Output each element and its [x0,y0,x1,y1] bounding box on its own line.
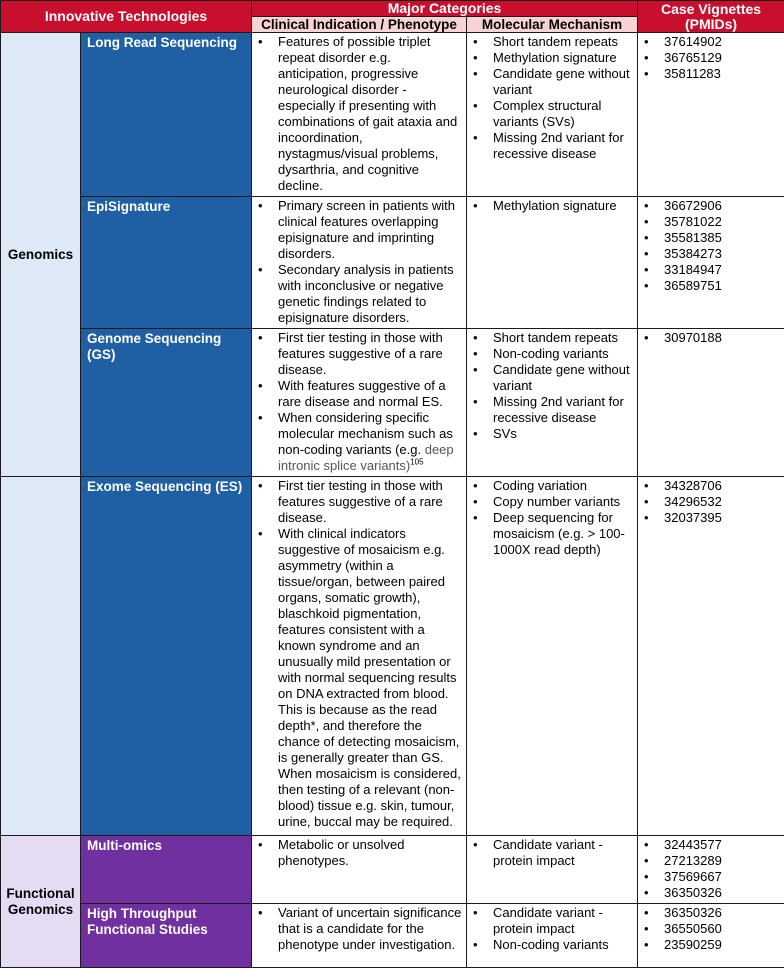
table-row [1,477,784,836]
mechanism-cell [467,904,638,968]
list-item: • Metabolic or unsolved phenotypes. [278,837,462,869]
pmid-item: • 30970188 [664,330,780,346]
deep-intronic-splice-text: deep intronic splice variants) [278,442,454,473]
tech-episignature: EpiSignature [81,197,252,329]
list-item: • Secondary analysis in patients with inconclusive or negative genetic findings related to episignature disorders. [278,262,462,326]
list-item: • Candidate gene without variant [493,362,633,394]
table-row [1,197,784,329]
list-item: • Missing 2nd variant for recessive disease [493,394,633,426]
list-item: • Non-coding variants [493,346,633,362]
list-item: • Short tandem repeats [493,330,633,346]
pmid-item: • 35384273 [664,246,780,262]
clinical-cell [252,904,467,968]
tech-long-read-sequencing: Long Read Sequencing [81,33,252,197]
pmid-cell [638,904,784,968]
footnote-ref: 105 [410,458,423,467]
list-item [278,410,462,474]
list-item: • Coding variation [493,478,633,494]
list-item: • With features suggestive of a rare disease and normal ES. [278,378,462,410]
subheader-molecular-mechanism: Molecular Mechanism [467,17,638,33]
mechanism-cell [467,33,638,197]
clinical-text: When considering specific molecular mechanism such as non-coding variants (e.g. [278,410,453,457]
clinical-cell [252,329,467,477]
pmid-item: • 34296532 [664,494,780,510]
clinical-cell [252,477,467,836]
pmid-cell [638,836,784,904]
mechanism-cell [467,836,638,904]
category-functional-genomics: Functional Genomics [1,836,81,968]
pmid-item: • 32443577 [664,837,780,853]
pmid-item: • 27213289 [664,853,780,869]
list-item: • SVs [493,426,633,442]
pmid-item: • 36350326 [664,885,780,901]
pmid-item: • 33184947 [664,262,780,278]
list-item: • Complex structural variants (SVs) [493,98,633,130]
list-item: • Methylation signature [493,198,633,214]
list-item: • With clinical indicators suggestive of mosaicism e.g. asymmetry (within a tissue/organ, between paired organs, somatic growth), blaschkoid pigmentation, features consistent with a known syndrome and an unusually mild presentation or with normal sequencing results on DNA extracted from blood. This is because as the read depth*, and therefore the chance of detecting mosaicism, is generally greater than GS. When mosaicism is considered, then testing of a relevant (non-blood) tissue e.g. skin, tumour, urine, buccal may be required. [278,526,462,830]
subheader-clinical-indication: Clinical Indication / Phenotype [252,17,467,33]
tech-exome-sequencing: Exome Sequencing (ES) [81,477,252,836]
tech-multi-omics: Multi-omics [81,836,252,904]
list-item: • Missing 2nd variant for recessive disease [493,130,633,162]
pmid-cell [638,329,784,477]
pmid-cell [638,197,784,329]
mechanism-cell [467,197,638,329]
tech-high-throughput-functional-studies: High Throughput Functional Studies [81,904,252,968]
list-item: • Deep sequencing for mosaicism (e.g. > 100-1000X read depth) [493,510,633,558]
clinical-cell [252,197,467,329]
list-item: • Candidate gene without variant [493,66,633,98]
list-item: • Candidate variant - protein impact [493,837,633,869]
list-item: • Non-coding variants [493,937,633,953]
tech-genome-sequencing: Genome Sequencing (GS) [81,329,252,477]
header-innovative-technologies: Innovative Technologies [1,1,252,33]
list-item: • Short tandem repeats [493,34,633,50]
table-row [1,904,784,968]
pmid-item: • 32037395 [664,510,780,526]
pmid-item: • 23590259 [664,937,780,953]
mechanism-cell [467,477,638,836]
pmid-item: • 35811283 [664,66,780,82]
pmid-item: • 36350326 [664,905,780,921]
list-item: • First tier testing in those with features suggestive of a rare disease. [278,478,462,526]
list-item: • Copy number variants [493,494,633,510]
table-row [1,329,784,477]
table-row [1,836,784,904]
pmid-item: • 36672906 [664,198,780,214]
list-item: • First tier testing in those with features suggestive of a rare disease. [278,330,462,378]
table-row [1,33,784,197]
pmid-item: • 36550560 [664,921,780,937]
pmid-item: • 36589751 [664,278,780,294]
list-item: • Candidate variant - protein impact [493,905,633,937]
clinical-cell [252,836,467,904]
pmid-cell [638,477,784,836]
pmid-item: • 37569667 [664,869,780,885]
pmid-item: • 37614902 [664,34,780,50]
pmid-item: • 34328706 [664,478,780,494]
list-item: • Variant of uncertain significance that is a candidate for the phenotype under investigation. [278,905,462,953]
category-genomics-continued [1,477,81,836]
pmid-item: • 35581385 [664,230,780,246]
list-item: • Primary screen in patients with clinical features overlapping episignature and imprinting disorders. [278,198,462,262]
list-item: • Methylation signature [493,50,633,66]
clinical-cell [252,33,467,197]
pmid-cell [638,33,784,197]
header-major-categories: Major Categories [252,1,638,17]
pmid-item: • 36765129 [664,50,780,66]
mechanism-cell [467,329,638,477]
list-item: • Features of possible triplet repeat disorder e.g. anticipation, progressive neurological disorder - especially if presenting with combinations of gait ataxia and incoordination, nystagmus/visual problems, dysarthria, and cognitive decline. [278,34,462,194]
category-genomics: Genomics [1,33,81,477]
pmid-item: • 35781022 [664,214,780,230]
header-case-vignettes: Case Vignettes (PMIDs) [638,1,784,33]
